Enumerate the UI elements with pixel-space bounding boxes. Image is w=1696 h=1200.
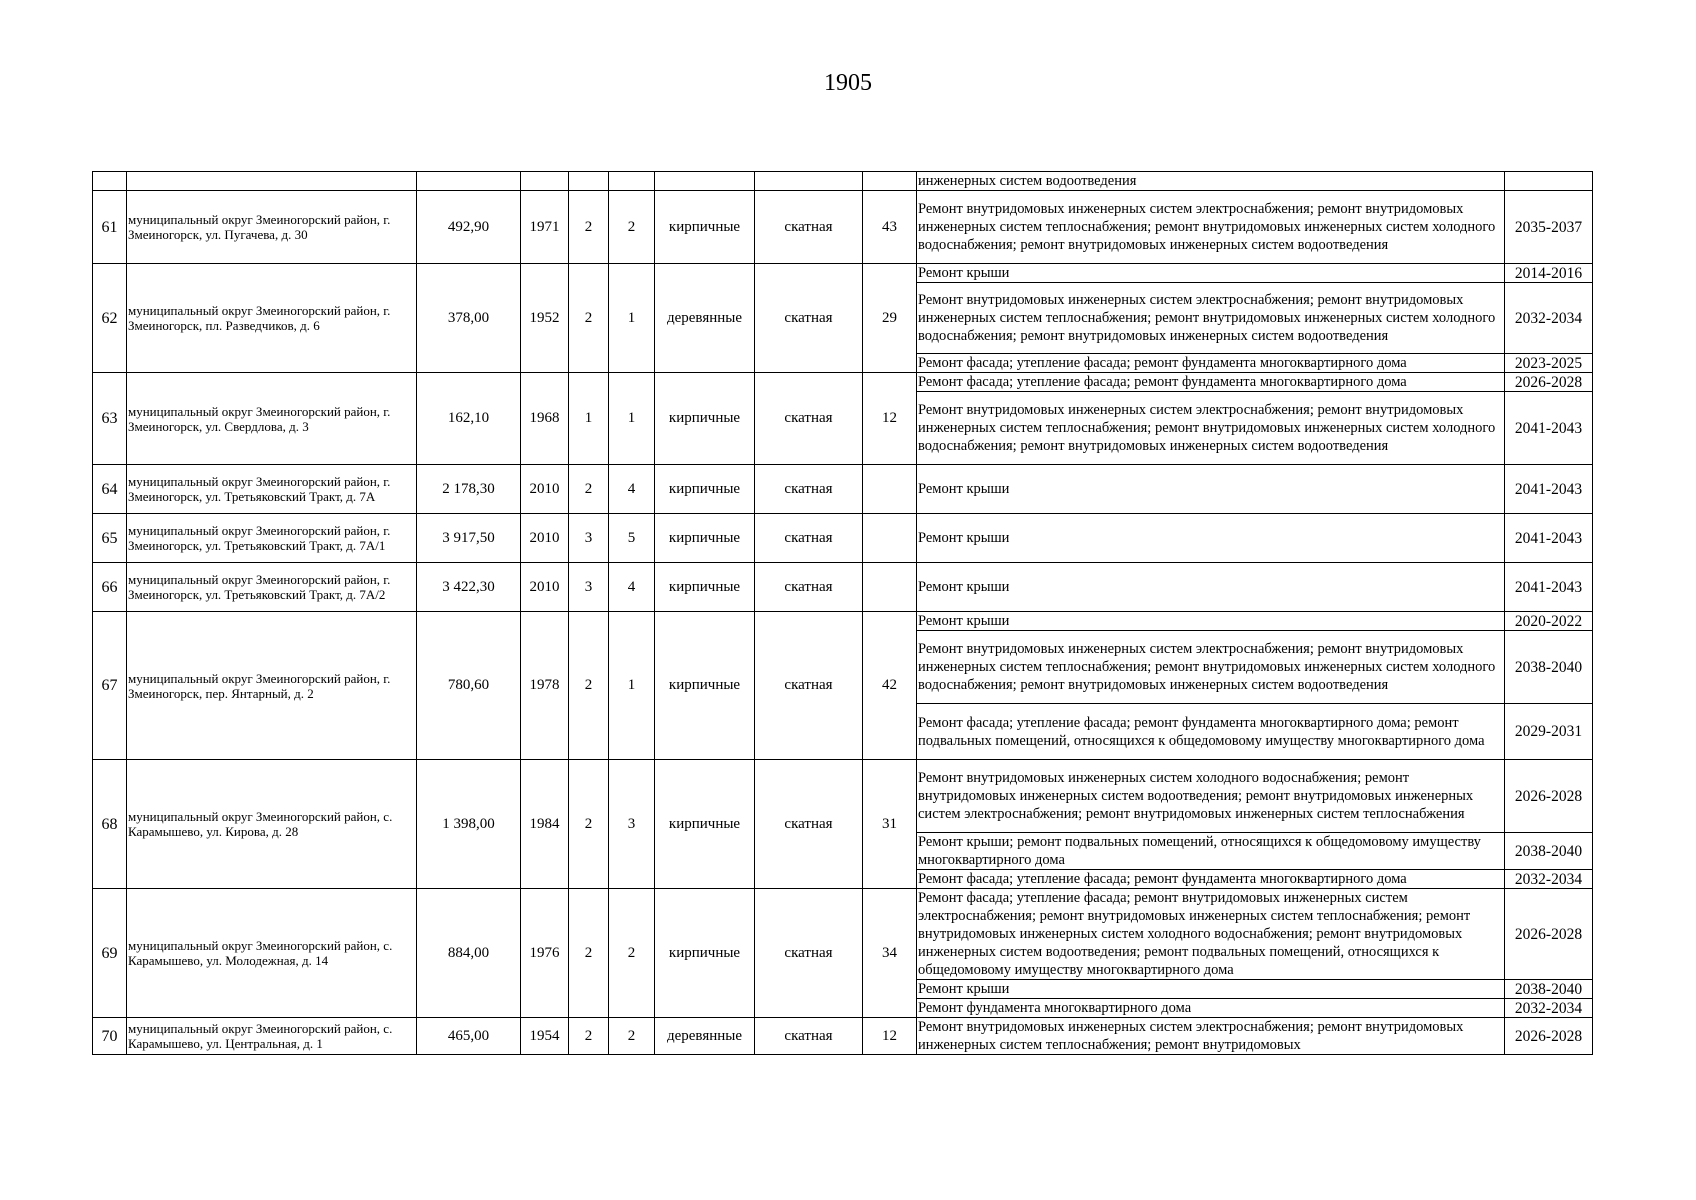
cell-address: муниципальный округ Змеиногорский район, с. Карамышево, ул. Центральная, д. 1 [127, 1018, 417, 1055]
cell-work-type: Ремонт внутридомовых инженерных систем электроснабжения; ремонт внутридомовых инженерных систем теплоснабжения; ремонт внутридомовых инженерных систем холодного водоснабжения; ремонт внутридомовых инженерных систем водоотведения [917, 283, 1505, 354]
cell-period: 2032-2034 [1505, 870, 1593, 889]
cell-number: 70 [93, 1018, 127, 1055]
cell-number: 64 [93, 465, 127, 514]
cell-units [863, 514, 917, 563]
cell-walls: деревянные [655, 1018, 755, 1055]
cell-entrances: 2 [609, 1018, 655, 1055]
cell-period: 2032-2034 [1505, 999, 1593, 1018]
table-row [93, 760, 1593, 833]
cell-entrances: 2 [609, 191, 655, 264]
cell-address: муниципальный округ Змеиногорский район, г. Змеиногорск, ул. Третьяковский Тракт, д. 7А/2 [127, 563, 417, 612]
cell-work-continuation: инженерных систем водоотведения [917, 172, 1505, 191]
cell-empty [609, 172, 655, 191]
cell-floors: 2 [569, 889, 609, 1018]
cell-work-type: Ремонт внутридомовых инженерных систем электроснабжения; ремонт внутридомовых инженерных систем теплоснабжения; ремонт внутридомовых инженерных систем холодного водоснабжения; ремонт внутридомовых инженерных систем водоотведения [917, 392, 1505, 465]
cell-units [863, 465, 917, 514]
cell-period: 2041-2043 [1505, 514, 1593, 563]
cell-address: муниципальный округ Змеиногорский район, г. Змеиногорск, ул. Третьяковский Тракт, д. 7А [127, 465, 417, 514]
cell-area: 780,60 [417, 612, 521, 760]
cell-walls: кирпичные [655, 612, 755, 760]
cell-year: 1968 [521, 373, 569, 465]
cell-year: 2010 [521, 514, 569, 563]
cell-roof: скатная [755, 1018, 863, 1055]
cell-units: 12 [863, 1018, 917, 1055]
cell-floors: 2 [569, 465, 609, 514]
cell-period: 2035-2037 [1505, 191, 1593, 264]
cell-year: 1971 [521, 191, 569, 264]
register-body [93, 172, 1593, 1055]
cell-year: 1984 [521, 760, 569, 889]
cell-units [863, 563, 917, 612]
continuation-row [93, 172, 1593, 191]
cell-units: 29 [863, 264, 917, 373]
cell-entrances: 5 [609, 514, 655, 563]
table-row [93, 612, 1593, 631]
cell-address: муниципальный округ Змеиногорский район, г. Змеиногорск, пл. Разведчиков, д. 6 [127, 264, 417, 373]
cell-walls: кирпичные [655, 191, 755, 264]
cell-address: муниципальный округ Змеиногорский район, г. Змеиногорск, пер. Янтарный, д. 2 [127, 612, 417, 760]
cell-year: 2010 [521, 465, 569, 514]
cell-empty [127, 172, 417, 191]
cell-units: 31 [863, 760, 917, 889]
cell-area: 378,00 [417, 264, 521, 373]
cell-address: муниципальный округ Змеиногорский район, г. Змеиногорск, ул. Пугачева, д. 30 [127, 191, 417, 264]
cell-floors: 2 [569, 191, 609, 264]
cell-number: 66 [93, 563, 127, 612]
cell-number: 69 [93, 889, 127, 1018]
cell-roof: скатная [755, 465, 863, 514]
cell-work-type: Ремонт фундамента многоквартирного дома [917, 999, 1505, 1018]
cell-walls: кирпичные [655, 760, 755, 889]
cell-units: 12 [863, 373, 917, 465]
cell-roof: скатная [755, 889, 863, 1018]
table-row [93, 563, 1593, 612]
cell-work-type: Ремонт фасада; утепление фасада; ремонт фундамента многоквартирного дома [917, 870, 1505, 889]
cell-walls: кирпичные [655, 563, 755, 612]
cell-number: 61 [93, 191, 127, 264]
cell-floors: 2 [569, 612, 609, 760]
cell-empty [1505, 172, 1593, 191]
cell-roof: скатная [755, 191, 863, 264]
cell-period: 2014-2016 [1505, 264, 1593, 283]
cell-entrances: 2 [609, 889, 655, 1018]
table-row [93, 264, 1593, 283]
table-row [93, 373, 1593, 392]
cell-number: 67 [93, 612, 127, 760]
cell-empty [655, 172, 755, 191]
cell-year: 1952 [521, 264, 569, 373]
cell-work-type: Ремонт внутридомовых инженерных систем электроснабжения; ремонт внутридомовых инженерных систем теплоснабжения; ремонт внутридомовых инженерных систем холодного водоснабжения; ремонт внутридомовых инженерных систем водоотведения [917, 191, 1505, 264]
cell-walls: деревянные [655, 264, 755, 373]
table-row [93, 1018, 1593, 1055]
cell-work-type: Ремонт фасада; утепление фасада; ремонт внутридомовых инженерных систем электроснабжения; ремонт внутридомовых инженерных систем теплоснабжения; ремонт внутридомовых инженерных систем холодного водоснабжения; ремонт внутридомовых инженерных систем водоотведения; ремонт подвальных помещений, относящихся к общедомовому имуществу многоквартирного дома [917, 889, 1505, 980]
cell-year: 1976 [521, 889, 569, 1018]
cell-work-type: Ремонт фасада; утепление фасада; ремонт фундамента многоквартирного дома [917, 354, 1505, 373]
cell-period: 2026-2028 [1505, 1018, 1593, 1055]
cell-work-type: Ремонт крыши [917, 465, 1505, 514]
housing-register-table [92, 171, 1593, 1055]
cell-empty [863, 172, 917, 191]
cell-roof: скатная [755, 373, 863, 465]
cell-walls: кирпичные [655, 465, 755, 514]
cell-period: 2029-2031 [1505, 704, 1593, 760]
cell-floors: 2 [569, 264, 609, 373]
cell-period: 2041-2043 [1505, 563, 1593, 612]
cell-roof: скатная [755, 760, 863, 889]
cell-entrances: 4 [609, 465, 655, 514]
cell-period: 2026-2028 [1505, 889, 1593, 980]
cell-address: муниципальный округ Змеиногорский район, с. Карамышево, ул. Кирова, д. 28 [127, 760, 417, 889]
cell-address: муниципальный округ Змеиногорский район, с. Карамышево, ул. Молодежная, д. 14 [127, 889, 417, 1018]
cell-units: 42 [863, 612, 917, 760]
table-row [93, 465, 1593, 514]
cell-work-type: Ремонт внутридомовых инженерных систем электроснабжения; ремонт внутридомовых инженерных систем теплоснабжения; ремонт внутридомовых инженерных систем холодного водоснабжения; ремонт внутридомовых инженерных систем водоотведения [917, 631, 1505, 704]
cell-work-type: Ремонт крыши [917, 264, 1505, 283]
cell-work-type: Ремонт внутридомовых инженерных систем электроснабжения; ремонт внутридомовых инженерных систем теплоснабжения; ремонт внутридомовых [917, 1018, 1505, 1055]
cell-period: 2026-2028 [1505, 760, 1593, 833]
page-number: 1905 [824, 70, 872, 96]
cell-period: 2032-2034 [1505, 283, 1593, 354]
cell-empty [569, 172, 609, 191]
cell-empty [755, 172, 863, 191]
cell-work-type: Ремонт крыши [917, 514, 1505, 563]
cell-work-type: Ремонт крыши [917, 612, 1505, 631]
cell-address: муниципальный округ Змеиногорский район, г. Змеиногорск, ул. Свердлова, д. 3 [127, 373, 417, 465]
cell-entrances: 1 [609, 373, 655, 465]
cell-area: 465,00 [417, 1018, 521, 1055]
cell-period: 2038-2040 [1505, 631, 1593, 704]
cell-address: муниципальный округ Змеиногорский район, г. Змеиногорск, ул. Третьяковский Тракт, д. 7А/1 [127, 514, 417, 563]
cell-area: 3 917,50 [417, 514, 521, 563]
cell-work-type: Ремонт крыши; ремонт подвальных помещений, относящихся к общедомовому имуществу многоквартирного дома [917, 833, 1505, 870]
cell-period: 2038-2040 [1505, 980, 1593, 999]
cell-entrances: 1 [609, 264, 655, 373]
cell-units: 34 [863, 889, 917, 1018]
cell-area: 2 178,30 [417, 465, 521, 514]
cell-empty [93, 172, 127, 191]
cell-entrances: 3 [609, 760, 655, 889]
cell-empty [417, 172, 521, 191]
cell-number: 65 [93, 514, 127, 563]
cell-work-type: Ремонт фасада; утепление фасада; ремонт фундамента многоквартирного дома; ремонт подвальных помещений, относящихся к общедомовому имуществу многоквартирного дома [917, 704, 1505, 760]
cell-area: 492,90 [417, 191, 521, 264]
cell-number: 62 [93, 264, 127, 373]
cell-floors: 1 [569, 373, 609, 465]
table-row [93, 191, 1593, 264]
cell-period: 2038-2040 [1505, 833, 1593, 870]
cell-entrances: 4 [609, 563, 655, 612]
cell-walls: кирпичные [655, 889, 755, 1018]
cell-area: 3 422,30 [417, 563, 521, 612]
cell-period: 2020-2022 [1505, 612, 1593, 631]
cell-work-type: Ремонт внутридомовых инженерных систем холодного водоснабжения; ремонт внутридомовых инженерных систем водоотведения; ремонт внутридомовых инженерных систем электроснабжения; ремонт внутридомовых инженерных систем теплоснабжения [917, 760, 1505, 833]
cell-walls: кирпичные [655, 373, 755, 465]
cell-roof: скатная [755, 264, 863, 373]
cell-year: 2010 [521, 563, 569, 612]
cell-roof: скатная [755, 563, 863, 612]
cell-empty [521, 172, 569, 191]
cell-floors: 2 [569, 1018, 609, 1055]
cell-number: 63 [93, 373, 127, 465]
cell-entrances: 1 [609, 612, 655, 760]
cell-number: 68 [93, 760, 127, 889]
cell-floors: 3 [569, 514, 609, 563]
cell-work-type: Ремонт крыши [917, 980, 1505, 999]
cell-area: 1 398,00 [417, 760, 521, 889]
cell-period: 2026-2028 [1505, 373, 1593, 392]
table-row [93, 514, 1593, 563]
cell-area: 884,00 [417, 889, 521, 1018]
cell-area: 162,10 [417, 373, 521, 465]
cell-work-type: Ремонт крыши [917, 563, 1505, 612]
cell-year: 1978 [521, 612, 569, 760]
cell-period: 2023-2025 [1505, 354, 1593, 373]
cell-roof: скатная [755, 514, 863, 563]
cell-floors: 2 [569, 760, 609, 889]
cell-units: 43 [863, 191, 917, 264]
cell-period: 2041-2043 [1505, 392, 1593, 465]
cell-year: 1954 [521, 1018, 569, 1055]
cell-walls: кирпичные [655, 514, 755, 563]
cell-period: 2041-2043 [1505, 465, 1593, 514]
cell-work-type: Ремонт фасада; утепление фасада; ремонт фундамента многоквартирного дома [917, 373, 1505, 392]
cell-floors: 3 [569, 563, 609, 612]
cell-roof: скатная [755, 612, 863, 760]
table-row [93, 889, 1593, 980]
